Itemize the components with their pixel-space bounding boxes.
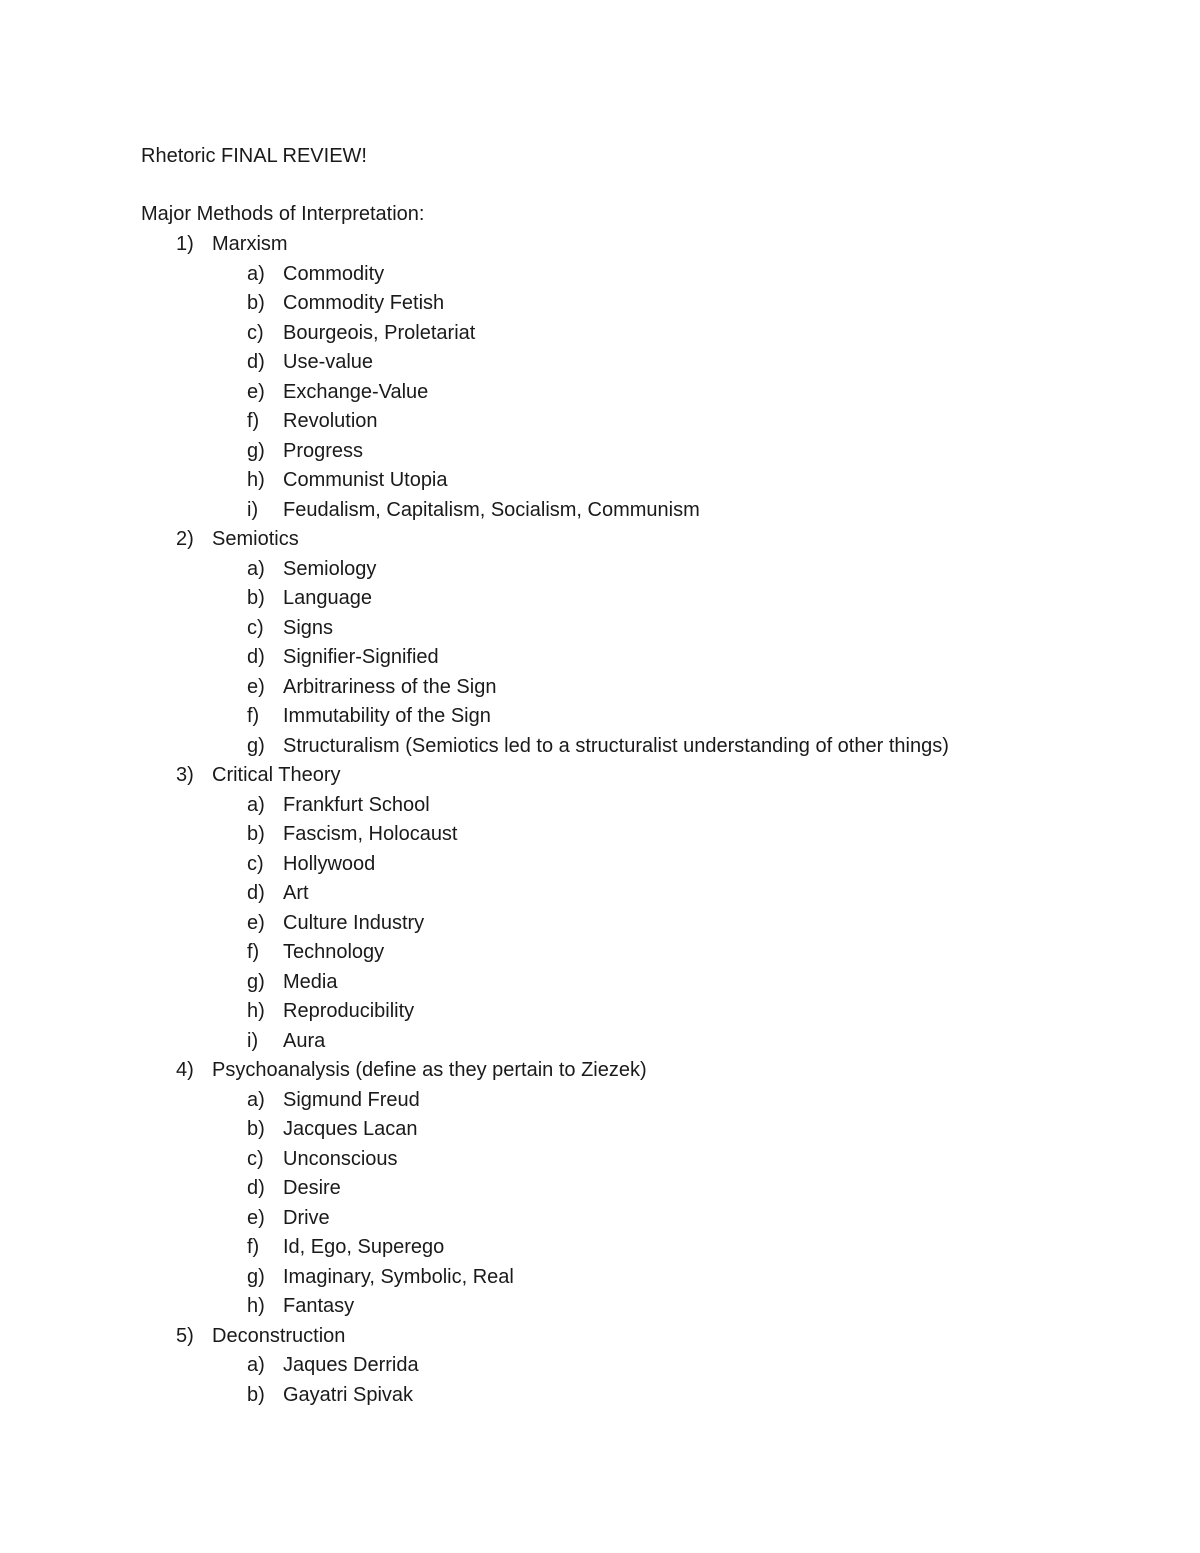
list-item xyxy=(0,349,1200,379)
list-item-label: Imaginary, Symbolic, Real xyxy=(283,1265,514,1288)
list-item-label: Drive xyxy=(283,1206,330,1229)
list-item xyxy=(0,1087,1200,1117)
list-marker: c) xyxy=(247,321,264,344)
list-marker: g) xyxy=(247,439,265,462)
list-marker: a) xyxy=(247,793,265,816)
list-item xyxy=(0,379,1200,409)
list-item-label: Art xyxy=(283,882,309,904)
list-marker: f) xyxy=(247,1236,260,1258)
list-item-label: Hollywood xyxy=(283,852,376,875)
list-marker: g) xyxy=(247,970,265,993)
list-item-label: Media xyxy=(283,970,338,993)
list-marker: 2) xyxy=(176,528,194,550)
list-item-label: Fascism, Holocaust xyxy=(283,823,458,845)
list-item-label: Aura xyxy=(283,1029,326,1052)
list-item-label: Revolution xyxy=(283,410,378,432)
list-item xyxy=(0,585,1200,615)
list-item xyxy=(0,851,1200,881)
list-item xyxy=(0,290,1200,320)
list-marker: g) xyxy=(247,1265,265,1288)
list-marker: d) xyxy=(247,351,265,373)
list-item xyxy=(0,821,1200,851)
list-item xyxy=(0,497,1200,527)
list-item xyxy=(0,320,1200,350)
list-item-label: Progress xyxy=(283,439,364,462)
outline-section xyxy=(0,1323,1200,1353)
list-marker: 3) xyxy=(176,764,194,786)
list-marker: 5) xyxy=(176,1324,194,1347)
list-item-label: Fantasy xyxy=(283,1295,355,1317)
list-marker: b) xyxy=(247,1383,265,1406)
section-label: Critical Theory xyxy=(212,764,341,786)
list-marker: 1) xyxy=(176,233,194,255)
list-item xyxy=(0,703,1200,733)
list-marker: e) xyxy=(247,911,265,934)
list-marker: i) xyxy=(247,498,259,521)
list-item xyxy=(0,1234,1200,1264)
list-item xyxy=(0,1175,1200,1205)
list-marker: f) xyxy=(247,941,260,963)
list-item-label: Communist Utopia xyxy=(283,469,448,491)
list-item xyxy=(0,1264,1200,1294)
list-marker: c) xyxy=(247,852,264,875)
list-item-label: Id, Ego, Superego xyxy=(283,1236,445,1258)
list-item xyxy=(0,1293,1200,1323)
list-item xyxy=(0,261,1200,291)
section-heading: Major Methods of Interpretation: xyxy=(141,203,425,225)
list-marker: 4) xyxy=(176,1059,194,1081)
list-item xyxy=(0,556,1200,586)
list-item xyxy=(0,939,1200,969)
list-marker: e) xyxy=(247,380,265,403)
list-item-label: Gayatri Spivak xyxy=(283,1383,414,1406)
list-item-label: Use-value xyxy=(283,351,374,373)
list-item-label: Jaques Derrida xyxy=(283,1354,419,1376)
list-item xyxy=(0,880,1200,910)
document-title: Rhetoric FINAL REVIEW! xyxy=(141,145,367,167)
section-label: Deconstruction xyxy=(212,1324,346,1347)
list-item-label: Culture Industry xyxy=(283,911,425,934)
list-item-label: Semiology xyxy=(283,557,377,580)
list-item xyxy=(0,792,1200,822)
list-item-label: Commodity xyxy=(283,262,385,285)
list-marker: b) xyxy=(247,587,265,609)
section-label: Semiotics xyxy=(212,528,299,550)
list-item xyxy=(0,1205,1200,1235)
list-marker: d) xyxy=(247,646,265,668)
list-item xyxy=(0,1146,1200,1176)
list-marker: d) xyxy=(247,1177,265,1199)
list-item xyxy=(0,733,1200,763)
outline-section xyxy=(0,1057,1200,1087)
list-item xyxy=(0,615,1200,645)
list-item-label: Bourgeois, Proletariat xyxy=(283,321,476,344)
list-marker: a) xyxy=(247,557,265,580)
list-item-label: Commodity Fetish xyxy=(283,292,445,314)
list-marker: b) xyxy=(247,1118,265,1140)
list-item-label: Arbitrariness of the Sign xyxy=(283,675,497,698)
list-marker: a) xyxy=(247,1354,265,1376)
list-item-label: Sigmund Freud xyxy=(283,1088,420,1111)
list-item xyxy=(0,644,1200,674)
list-marker: b) xyxy=(247,292,265,314)
list-marker: h) xyxy=(247,1000,265,1022)
list-item xyxy=(0,998,1200,1028)
list-item-label: Unconscious xyxy=(283,1147,398,1170)
outline-section xyxy=(0,526,1200,556)
list-item xyxy=(0,1116,1200,1146)
list-item-label: Structuralism (Semiotics led to a structuralist understanding of other things) xyxy=(283,734,949,757)
list-marker: b) xyxy=(247,823,265,845)
list-item xyxy=(0,674,1200,704)
list-item-label: Frankfurt School xyxy=(283,793,430,816)
list-item xyxy=(0,408,1200,438)
list-marker: i) xyxy=(247,1029,259,1052)
list-item-label: Desire xyxy=(283,1177,341,1199)
list-item-label: Technology xyxy=(283,941,385,963)
list-marker: a) xyxy=(247,262,265,285)
outline-section xyxy=(0,762,1200,792)
list-item-label: Reproducibility xyxy=(283,1000,415,1022)
list-item xyxy=(0,969,1200,999)
list-item-label: Language xyxy=(283,587,372,609)
list-item-label: Signs xyxy=(283,616,334,639)
list-item xyxy=(0,1352,1200,1382)
list-marker: h) xyxy=(247,1295,265,1317)
outline-list xyxy=(0,231,1200,1411)
list-marker: f) xyxy=(247,410,260,432)
list-item-label: Feudalism, Capitalism, Socialism, Communism xyxy=(283,498,700,521)
list-marker: e) xyxy=(247,1206,265,1229)
list-item xyxy=(0,1382,1200,1412)
list-marker: c) xyxy=(247,1147,264,1170)
list-item-label: Jacques Lacan xyxy=(283,1118,418,1140)
list-marker: h) xyxy=(247,469,265,491)
list-marker: d) xyxy=(247,882,265,904)
list-marker: c) xyxy=(247,616,264,639)
list-item xyxy=(0,1028,1200,1058)
section-label: Marxism xyxy=(212,233,288,255)
list-marker: e) xyxy=(247,675,265,698)
list-item-label: Immutability of the Sign xyxy=(283,705,491,727)
list-item-label: Signifier-Signified xyxy=(283,646,439,668)
section-label: Psychoanalysis (define as they pertain to Ziezek) xyxy=(212,1059,647,1081)
list-marker: g) xyxy=(247,734,265,757)
list-item xyxy=(0,910,1200,940)
outline-section xyxy=(0,231,1200,261)
list-marker: a) xyxy=(247,1088,265,1111)
list-marker: f) xyxy=(247,705,260,727)
list-item-label: Exchange-Value xyxy=(283,380,429,403)
list-item xyxy=(0,438,1200,468)
list-item xyxy=(0,467,1200,497)
